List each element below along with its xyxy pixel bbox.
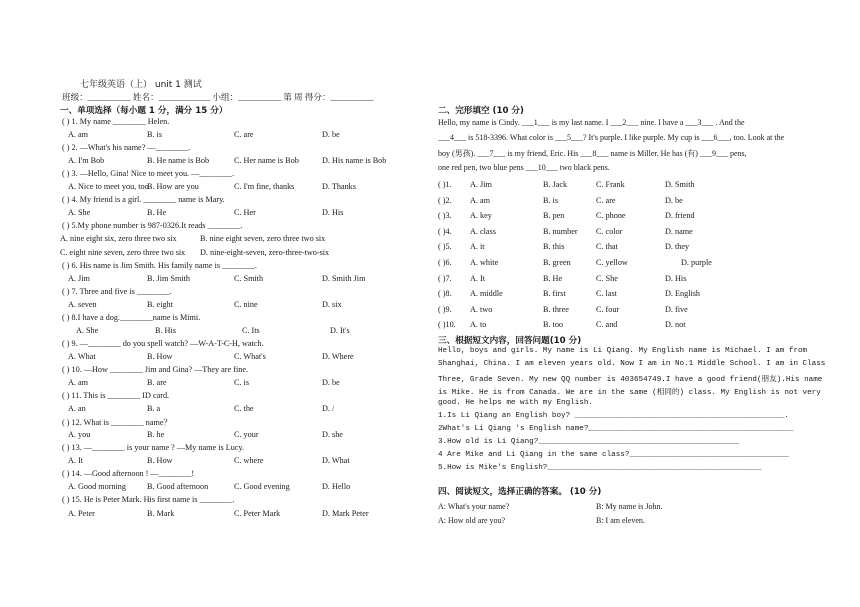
question-stem: ( ) 7. Three and five is ________. <box>62 286 172 296</box>
cloze-option: C. She <box>596 273 618 283</box>
question-line: 5.How is Mike's English?_______________________________________________ <box>438 464 762 472</box>
question-stem: ( ) 13. —________ is your name ? —My name is Lucy. <box>62 443 245 453</box>
answer-option: C. the <box>234 404 254 414</box>
answer-option: C. is <box>234 378 250 387</box>
answer-option: C. Peter Mark <box>234 508 281 518</box>
cloze-item-number: ( )3. <box>438 211 452 221</box>
answer-option: A. seven <box>68 299 97 309</box>
question-stem: ( ) 1. My name ________ Helen. <box>62 117 170 126</box>
answer-option: C. Her name is Bob <box>234 156 299 166</box>
cloze-option: D. purple <box>681 258 712 267</box>
cloze-item-number: ( )1. <box>438 180 452 189</box>
answer-option: B. He <box>147 208 167 218</box>
cloze-option: B. first <box>543 289 566 299</box>
answer-option: B. Mark <box>147 508 175 518</box>
answer-option: A. Good morning <box>68 482 126 492</box>
cloze-option: D. five <box>665 304 688 314</box>
cloze-option: D. His <box>665 273 687 283</box>
answer-option: C. your <box>234 430 259 440</box>
cloze-option: C. and <box>596 320 618 330</box>
answer-option: A. am <box>68 378 89 387</box>
answer-option: D. be <box>322 378 340 387</box>
cloze-option: A. white <box>470 258 499 267</box>
answer-option: B. How <box>147 456 173 466</box>
cloze-option: A. to <box>470 320 487 330</box>
section-3-heading: 三、根据短文内容，回答问题(10 分) <box>438 336 582 346</box>
cloze-option: C. last <box>596 289 617 299</box>
dialogue-line: B: My name is John. <box>596 502 663 511</box>
cloze-line: Hello, my name is Cindy. ___1___ is my last name. I ___2___ nine. I have a ___3___ . And the <box>438 118 745 127</box>
passage-line: good. He helps me with my English. <box>438 399 593 407</box>
cloze-option: A. class <box>470 226 496 236</box>
answer-option: B. How are you <box>147 182 199 192</box>
answer-option: A. you <box>68 430 91 440</box>
answer-option: B. is <box>147 130 163 140</box>
answer-option: C. Good evening <box>234 482 290 492</box>
cloze-item-number: ( )2. <box>438 195 452 205</box>
cloze-option: A. middle <box>470 289 503 299</box>
cloze-option: B. He <box>543 273 563 283</box>
answer-option: D. nine-eight-seven, zero-three-two-six <box>200 247 330 257</box>
answer-option: D. six <box>322 299 342 309</box>
answer-option: C. where <box>234 456 264 466</box>
dialogue-line: B: I am eleven. <box>596 516 645 525</box>
answer-option: C. nine <box>234 299 258 309</box>
answer-option: A. I'm Bob <box>68 156 105 166</box>
question-stem: ( ) 4. My friend is a girl. ________ name is Mary. <box>62 195 225 205</box>
cloze-option: D. friend <box>665 211 695 221</box>
cloze-option: D. not <box>665 320 686 330</box>
answer-option: B. are <box>147 378 167 387</box>
answer-option: B. Good afternoon <box>147 482 209 492</box>
answer-option: A. What <box>68 351 96 361</box>
answer-option: A. nine eight six, zero three two six <box>60 234 177 244</box>
cloze-option: C. Frank <box>596 180 625 189</box>
question-stem: ( ) 14. —Good afternoon ! —________! <box>62 469 195 479</box>
cloze-option: C. phone <box>596 211 626 221</box>
cloze-option: A. key <box>470 211 492 221</box>
answer-option: B. How <box>147 351 173 361</box>
answer-option: D. be <box>322 130 340 140</box>
cloze-item-number: ( )8. <box>438 289 452 299</box>
question-stem: ( ) 8.I have a dog.________name is Mimi. <box>62 312 201 322</box>
question-line: 4 Are Mike and Li Qiang in the same class?___________________________________ <box>438 451 789 459</box>
page-title: 七年级英语（上） unit 1 测试 <box>80 80 202 90</box>
answer-option: A. She <box>68 208 91 218</box>
cloze-option: A. it <box>470 242 485 252</box>
cloze-option: B. green <box>543 258 571 267</box>
answer-option: B. He name is Bob <box>147 156 210 166</box>
cloze-option: D. English <box>665 289 701 299</box>
section-4-heading: 四、阅读短文，选择正确的答案。 (10 分) <box>438 487 602 497</box>
cloze-item-number: ( )4. <box>438 226 452 236</box>
question-line: 1.Is Li Qiang an English boy? ______________________________________________. <box>438 412 789 420</box>
answer-option: C. eight nine seven, zero three two six <box>60 247 186 257</box>
answer-option: B. eight <box>147 299 173 309</box>
question-stem: ( ) 5.My phone number is 987-0326.It reads ________. <box>62 221 243 231</box>
cloze-item-number: ( )10. <box>438 320 456 330</box>
answer-option: D. His <box>322 208 344 218</box>
answer-option: D. Where <box>322 351 354 361</box>
cloze-item-number: ( )9. <box>438 304 452 314</box>
question-stem: ( ) 15. He is Peter Mark. His first name is ________. <box>62 495 235 505</box>
answer-option: B. nine eight seven, zero three two six <box>200 234 326 244</box>
cloze-option: B. number <box>543 226 578 236</box>
question-line: 3.How old is Li Qiang?____________________________________________ <box>438 438 739 446</box>
section-2-heading: 二、完形填空 (10 分) <box>438 106 524 116</box>
answer-option: A. She <box>76 325 99 335</box>
answer-option: B. a <box>147 404 161 414</box>
question-line: 2What's Li Qiang 's English name?_____________________________________________ <box>438 425 794 433</box>
cloze-option: B. three <box>543 304 569 314</box>
cloze-option: B. this <box>543 242 565 252</box>
question-stem: ( ) 10. —How ________ Jim and Gina? —They are fine. <box>62 364 248 374</box>
answer-option: D. Mark Peter <box>322 508 369 518</box>
answer-option: A. Nice to meet you, too <box>68 182 149 192</box>
cloze-line: boy (男孩). ___7___ is my friend, Eric. His ___8___ name is Miller. He has (有) ___9___ pens, <box>438 149 747 158</box>
cloze-item-number: ( )7. <box>438 273 452 283</box>
answer-option: A. am <box>68 130 89 140</box>
answer-option: D. It's <box>330 325 350 335</box>
answer-option: C. I'm fine, thanks <box>234 182 295 192</box>
question-stem: ( ) 3. —Hello, Gina! Nice to meet you. —________. <box>62 169 235 179</box>
answer-option: A. Peter <box>68 508 95 518</box>
answer-option: C. are <box>234 130 254 140</box>
passage-line: is Mike. He is from Canada. We are in the same (相同的) class. My English is not very <box>438 389 821 397</box>
answer-option: B. he <box>147 430 165 440</box>
cloze-item-number: ( )6. <box>438 258 452 267</box>
answer-option: C. Its <box>242 325 260 335</box>
question-stem: ( ) 6. His name is Jim Smith. His family name is ________. <box>62 260 257 270</box>
cloze-option: C. four <box>596 304 620 314</box>
cloze-option: C. color <box>596 226 623 236</box>
answer-option: D. His name is Bob <box>322 156 387 166</box>
answer-option: D. Smith Jim <box>322 273 366 283</box>
answer-option: D. What <box>322 456 350 466</box>
cloze-line: one red pen, two blue pens ___10___ two black pens. <box>438 163 610 172</box>
answer-option: D. / <box>322 404 335 414</box>
answer-option: A. Jim <box>68 273 90 283</box>
cloze-item-number: ( )5. <box>438 242 452 252</box>
passage-line: Three, Grade Seven. My new QQ number is 403654749.I have a good friend(朋友).His name <box>438 376 823 384</box>
cloze-option: B. is <box>543 195 559 205</box>
passage-line: Shanghai, China. I am eleven years old. Now I am in No.1 Middle School. I am in Class <box>438 360 826 368</box>
cloze-option: D. they <box>665 242 690 252</box>
section-1-heading: 一、单项选择（每小题 1 分，满分 15 分） <box>60 106 228 116</box>
answer-option: D. she <box>322 430 343 440</box>
cloze-option: B. too <box>543 320 564 330</box>
question-stem: ( ) 11. This is ________ ID card. <box>62 391 170 401</box>
cloze-option: A. Jim <box>470 180 492 189</box>
cloze-option: B. pen <box>543 211 565 221</box>
question-stem: ( ) 9. —________ do you spell watch? —W-A-T-C-H, watch. <box>62 338 264 348</box>
cloze-option: A. two <box>470 304 493 314</box>
cloze-option: D. be <box>665 195 683 205</box>
answer-option: C. Smith <box>234 273 264 283</box>
cloze-option: C. yellow <box>596 258 628 267</box>
cloze-option: D. name <box>665 226 693 236</box>
answer-option: B. Jim Smith <box>147 273 190 283</box>
dialogue-line: A: What's your name? <box>438 502 510 511</box>
answer-option: C. What's <box>234 351 266 361</box>
answer-option: A. an <box>68 404 86 414</box>
cloze-option: A. am <box>470 195 491 205</box>
cloze-option: C. are <box>596 195 616 205</box>
dialogue-line: A: How old are you? <box>438 516 506 525</box>
cloze-option: A. It <box>470 273 486 283</box>
question-stem: ( ) 12. What is ________ name？ <box>62 418 172 428</box>
info-line: 班级：__________ 姓名：____________ 小组：__________ 第 周 得分：__________ <box>62 92 374 102</box>
cloze-option: C. that <box>596 242 618 252</box>
cloze-line: ___4___ is 518-3396. What color is ___5___? It's purple. I like purple. My cup is ___6___, too. Look at the <box>438 133 785 142</box>
answer-option: A. It <box>68 456 84 466</box>
answer-option: D. Thanks <box>322 182 356 192</box>
question-stem: ( ) 2. —What's his name? —________. <box>62 143 191 153</box>
cloze-option: D. Smith <box>665 180 695 189</box>
answer-option: D. Hello <box>322 482 351 492</box>
cloze-option: B. Jack <box>543 180 568 189</box>
answer-option: B. His <box>155 325 176 335</box>
answer-option: C. Her <box>234 208 256 218</box>
passage-line: Hello, boys and girls. My name is Li Qiang. My English name is Michael. I am from <box>438 347 808 355</box>
